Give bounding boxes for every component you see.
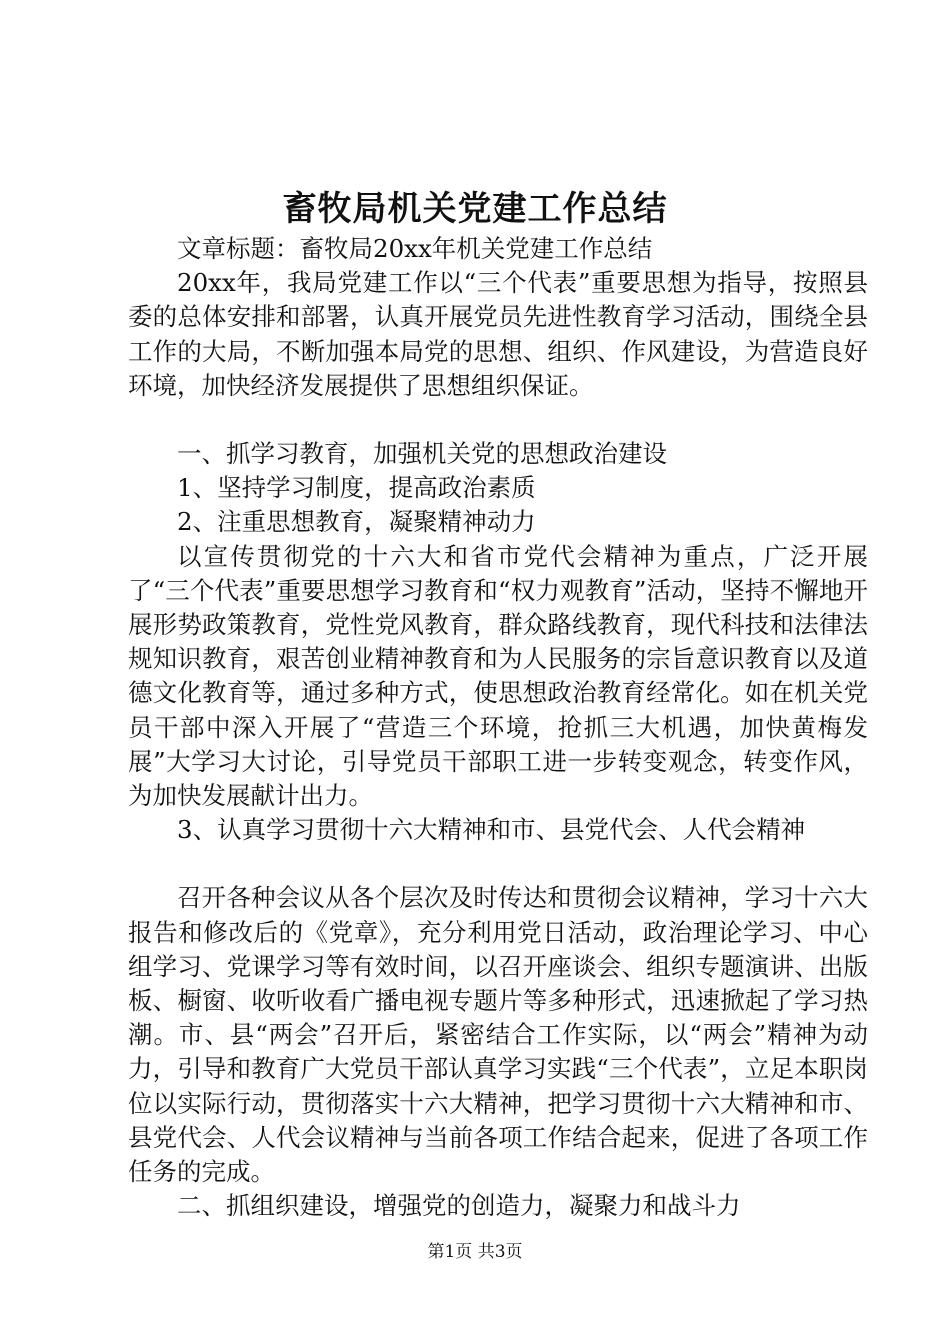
subheading-1-1: 1、坚持学习制度，提高政治素质 xyxy=(177,473,536,503)
section-heading-2: 二、抓组织建设，增强党的创造力，凝聚力和战斗力 xyxy=(177,1191,741,1221)
article-title-line: 文章标题：畜牧局20xx年机关党建工作总结 xyxy=(177,234,653,263)
subheading-1-3: 3、认真学习贯彻十六大精神和市、县党代会、人代会精神 xyxy=(177,815,806,845)
document-title: 畜牧局机关党建工作总结 xyxy=(282,189,668,229)
section-heading-1: 一、抓学习教育，加强机关党的思想政治建设 xyxy=(177,439,667,469)
page-footer: 第1页 共3页 xyxy=(427,1242,523,1262)
subheading-1-2: 2、注重思想教育，凝聚精神动力 xyxy=(177,507,536,537)
document-body xyxy=(128,232,868,1223)
intro-paragraph: 20xx年，我局党建工作以“三个代表”重要思想为指导，按照县委的总体安排和部署，认真开展党员先进性教育学习活动，围绕全县工作的大局，不断加强本局党的思想、组织、作风建设，为营造良好环境，加快经济发展提供了思想组织保证。 xyxy=(128,268,868,400)
body-paragraph: 以宣传贯彻党的十六大和省市党代会精神为重点，广泛开展了“三个代表”重要思想学习教育和“权力观教育”活动，坚持不懈地开展形势政策教育，党性党风教育，群众路线教育，现代科技和法律法规知识教育，艰苦创业精神教育和为人民服务的宗旨意识教育以及道德文化教育等，通过多种方式，使思想政治教育经常化。如在机关党员干部中深入开展了“营造三个环境，抢抓三大机遇，加快黄梅发展”大学习大讨论，引导党员干部职工进一步转变观念，转变作风，为加快发展献计出力。 xyxy=(128,541,868,811)
body-paragraph: 召开各种会议从各个层次及时传达和贯彻会议精神，学习十六大报告和修改后的《党章》，充分利用党日活动，政治理论学习、中心组学习、党课学习等有效时间，以召开座谈会、组织专题演讲、出版板、橱窗、收听收看广播电视专题片等多种形式，迅速掀起了学习热潮。市、县“两会”召开后，紧密结合工作实际，以“两会”精神为动力，引导和教育广大党员干部认真学习实践“三个代表”，立足本职岗位以实际行动，贯彻落实十六大精神，把学习贯彻十六大精神和市、县党代会、人代会议精神与当前各项工作结合起来，促进了各项工作任务的完成。 xyxy=(128,883,868,1187)
